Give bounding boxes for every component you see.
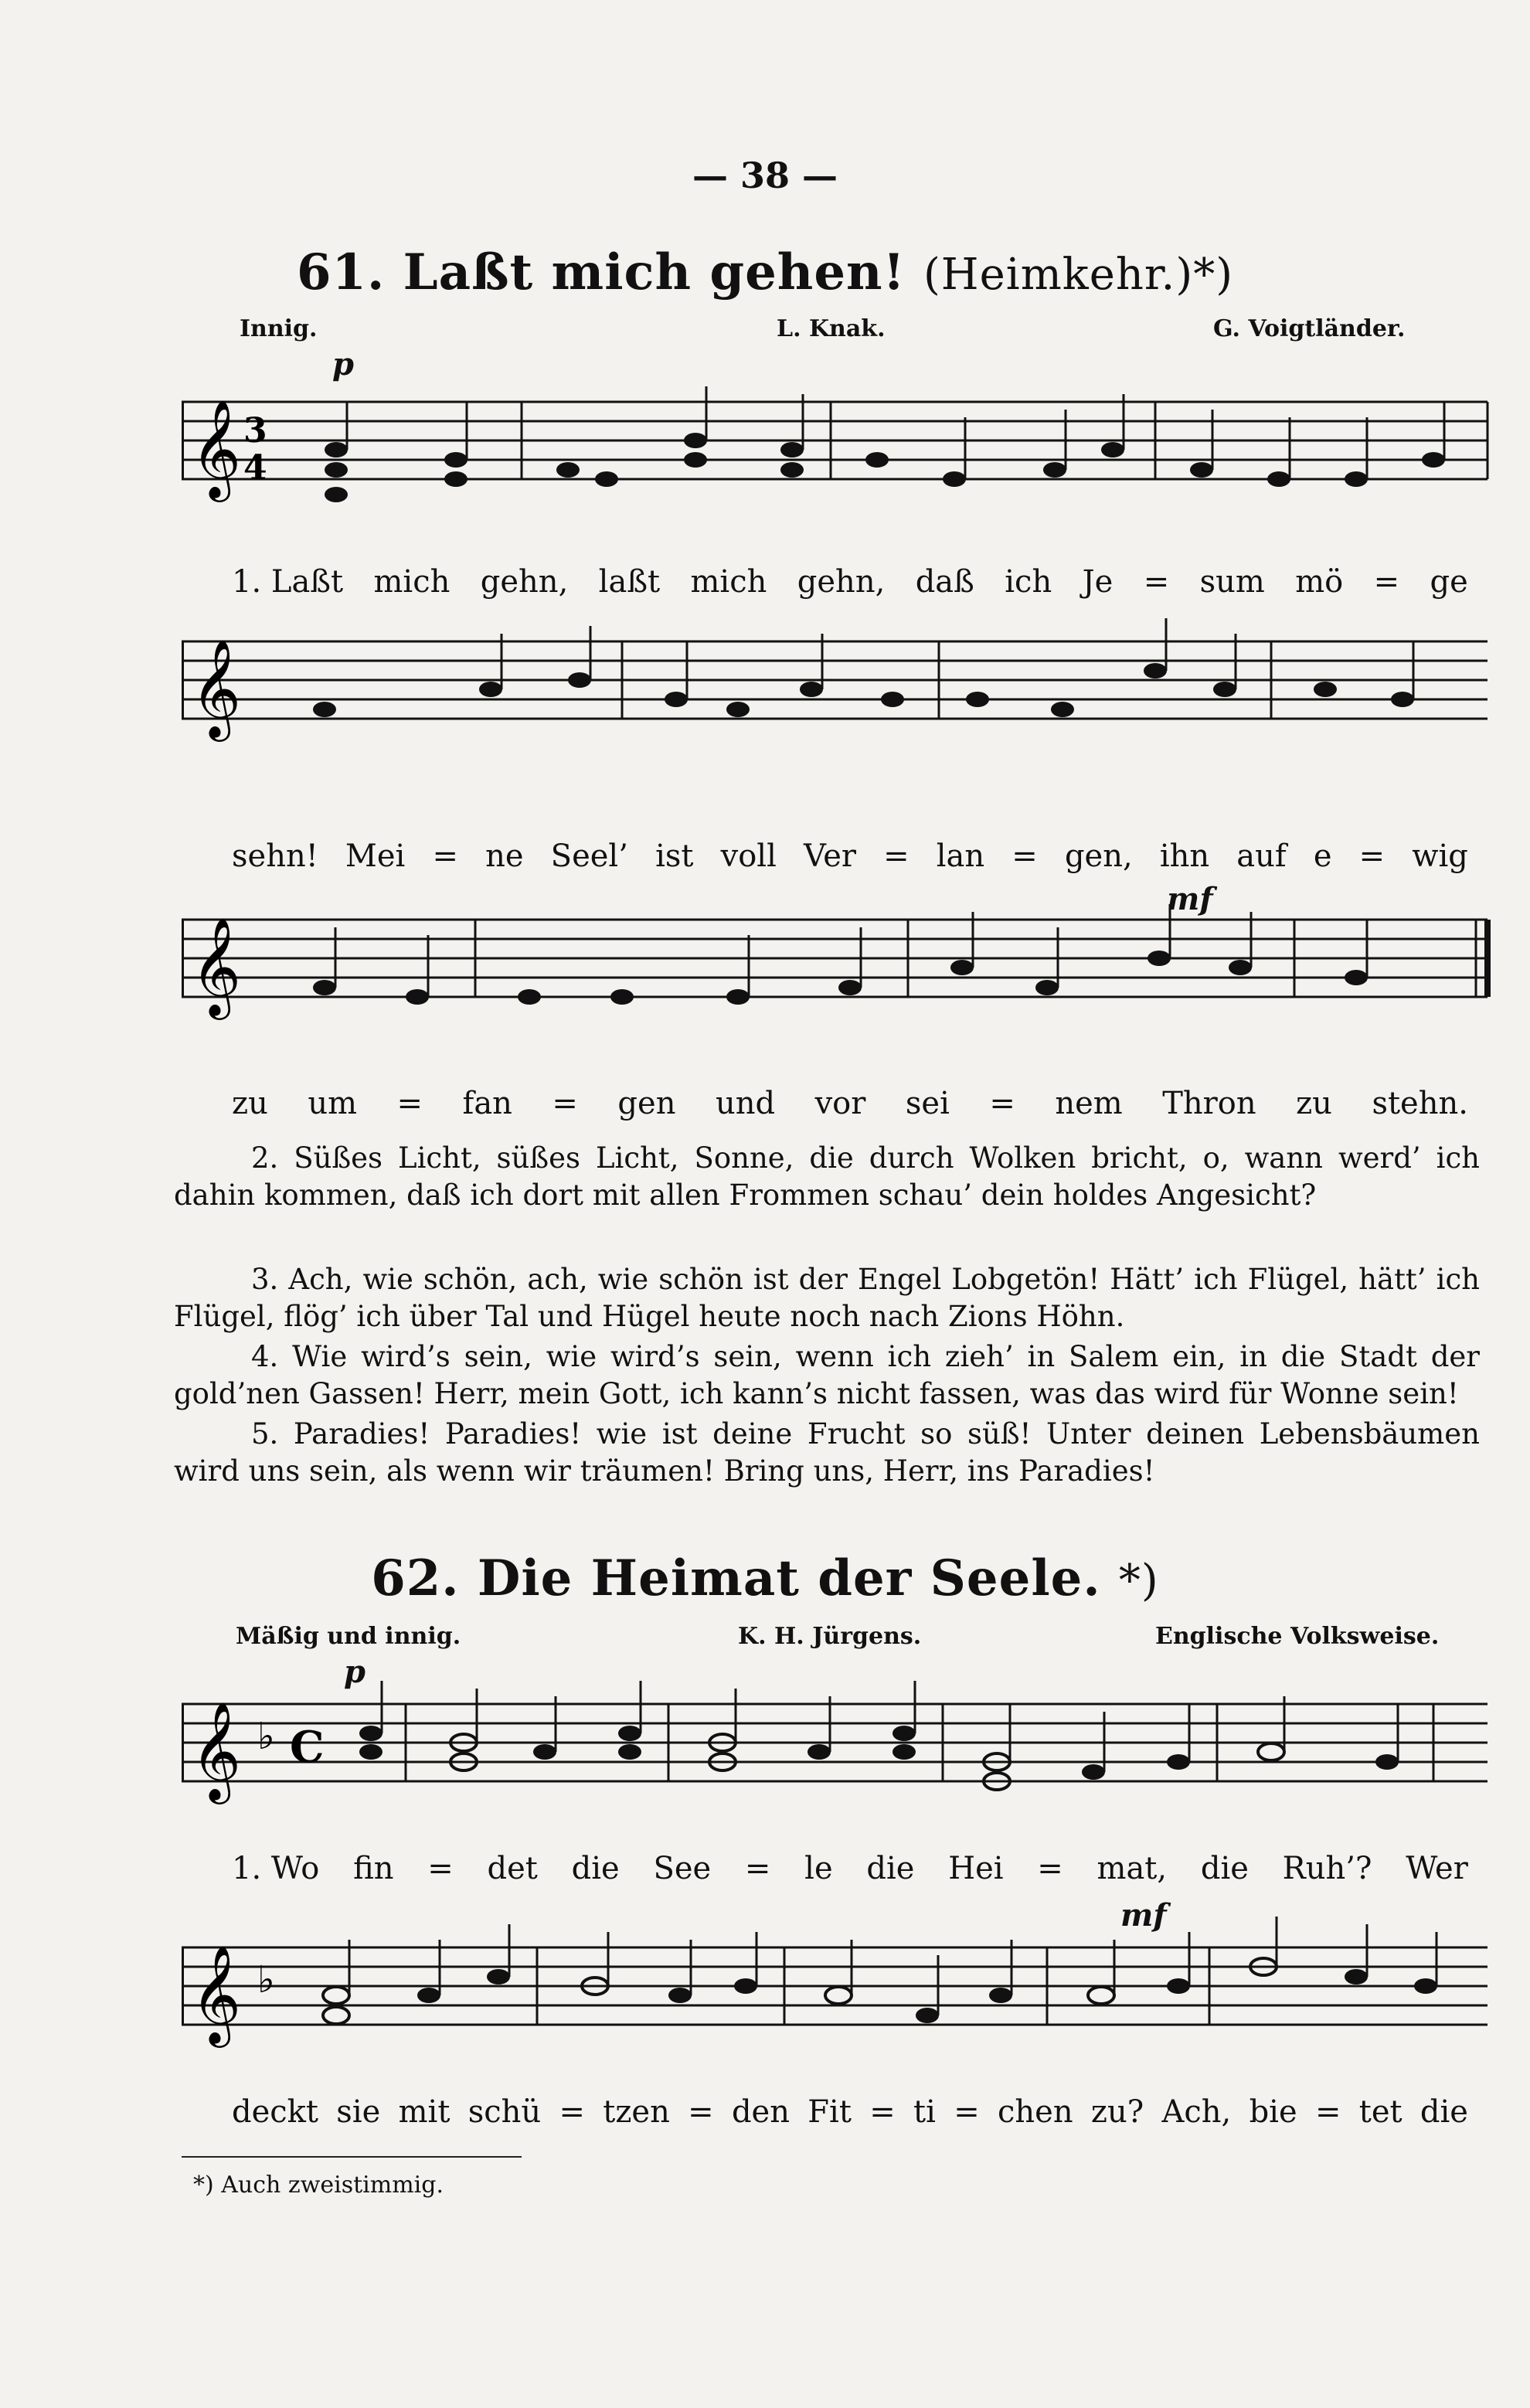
lyric-syllable: = <box>744 1851 771 1886</box>
lyric-syllable: = <box>1358 838 1386 874</box>
lyric-syllable: Ruh’? <box>1282 1851 1372 1886</box>
lyric-syllable: Ver <box>803 838 856 874</box>
verse-text: 2. Süßes Licht, süßes Licht, Sonne, die durch Wolken bricht, o, wann werd’ ich dahin kommen, daß ich dort mit allen Frommen schau’ dein holdes Angesicht? <box>174 1141 1480 1212</box>
treble-clef-icon: 𝄞 <box>191 1944 242 2043</box>
song-62-title <box>0 1549 1530 1607</box>
lyric-syllable: 1. Laßt <box>232 564 344 600</box>
lyric-syllable: ist <box>655 838 694 874</box>
lyric-line <box>232 1086 1468 1121</box>
lyric-syllable: wig <box>1412 838 1468 874</box>
song-subtitle: (Heimkehr.)*) <box>923 250 1234 300</box>
lyric-syllable: die <box>1420 2094 1468 2130</box>
lyric-syllable: e <box>1313 838 1332 874</box>
lyric-syllable: tzen <box>603 2094 670 2130</box>
lyric-syllable: ne <box>485 838 524 874</box>
lyric-syllable: ti <box>913 2094 936 2130</box>
lyric-line <box>232 564 1468 600</box>
lyric-syllable: ge <box>1430 564 1468 600</box>
lyric-syllable: sum <box>1199 564 1265 600</box>
lyric-syllable: sehn! <box>232 838 318 874</box>
lyric-line <box>232 838 1468 874</box>
lyric-syllable: = <box>954 2094 980 2130</box>
tempo-marking: Mäßig und innig. <box>236 1623 461 1650</box>
music-staff <box>182 371 1495 549</box>
dynamic-marking: mf <box>1120 1897 1167 1934</box>
lyric-syllable: = <box>1037 1851 1063 1886</box>
flat-icon: ♭ <box>257 1715 275 1758</box>
lyric-syllable: voll <box>720 838 777 874</box>
lyric-line <box>232 2094 1468 2130</box>
treble-clef-icon: 𝄞 <box>191 638 242 737</box>
song-number: 61. <box>296 243 386 301</box>
footnote-divider <box>182 2156 522 2158</box>
lyric-line <box>232 1851 1468 1886</box>
lyric-syllable: = <box>427 1851 454 1886</box>
lyric-syllable: Mei <box>345 838 406 874</box>
lyricist: L. Knak. <box>777 315 886 342</box>
lyric-syllable: bie <box>1249 2094 1297 2130</box>
lyric-syllable: gen, <box>1064 838 1133 874</box>
lyric-syllable: Hei <box>948 1851 1004 1886</box>
music-staff <box>182 1673 1495 1835</box>
lyric-syllable: ihn <box>1159 838 1210 874</box>
lyric-syllable: und <box>715 1086 776 1121</box>
lyric-syllable: zu <box>232 1086 268 1121</box>
lyric-syllable: die <box>1200 1851 1249 1886</box>
lyric-syllable: auf <box>1236 838 1287 874</box>
lyric-syllable: gehn, <box>480 564 569 600</box>
lyric-syllable: = <box>688 2094 714 2130</box>
treble-clef-icon: 𝄞 <box>191 917 242 1015</box>
song-title-text: Laßt mich gehen! <box>403 243 906 301</box>
song-number: 62. <box>371 1549 460 1607</box>
lyric-syllable: = <box>432 838 458 874</box>
verse-text: 3. Ach, wie schön, ach, wie schön ist der Engel Lobgetön! Hätt’ ich Flügel, hätt’ ich Flügel, flög’ ich über Tal und Hügel heute noch nach Zions Höhn. <box>174 1263 1480 1333</box>
lyric-syllable: mich <box>373 564 450 600</box>
page-number: — 38 — <box>692 155 838 196</box>
lyric-syllable: die <box>866 1851 915 1886</box>
lyric-syllable: die <box>571 1851 620 1886</box>
lyric-syllable: mit <box>398 2094 450 2130</box>
lyric-syllable: tet <box>1358 2094 1402 2130</box>
lyric-syllable: = <box>1012 838 1038 874</box>
dynamic-marking: mf <box>1167 881 1213 917</box>
svg-text:C: C <box>290 1722 325 1773</box>
lyric-syllable: Thron <box>1162 1086 1256 1121</box>
treble-clef-icon: 𝄞 <box>191 399 242 498</box>
lyric-syllable: zu? <box>1090 2094 1144 2130</box>
lyric-syllable: lan <box>936 838 985 874</box>
song-title-text: Die Heimat der Seele. <box>477 1549 1101 1607</box>
lyric-syllable: = <box>989 1086 1015 1121</box>
dynamic-marking: p <box>344 1654 366 1690</box>
lyric-syllable: = <box>869 2094 896 2130</box>
lyric-syllable: = <box>1143 564 1170 600</box>
svg-text:3: 3 <box>243 411 267 451</box>
music-staff <box>182 611 1495 788</box>
lyric-syllable: = <box>396 1086 423 1121</box>
lyric-syllable: Fit <box>808 2094 852 2130</box>
lyricist: K. H. Jürgens. <box>738 1623 922 1650</box>
composer: G. Voigtländer. <box>1213 315 1406 342</box>
lyric-syllable: Seel’ <box>550 838 628 874</box>
lyric-syllable: = <box>1373 564 1400 600</box>
lyric-syllable: vor <box>814 1086 866 1121</box>
tempo-marking: Innig. <box>240 315 318 342</box>
lyric-syllable: um <box>308 1086 358 1121</box>
lyric-syllable: = <box>559 2094 585 2130</box>
composer: Englische Volksweise. <box>1155 1623 1440 1650</box>
lyric-syllable: mö <box>1295 564 1344 600</box>
music-staff <box>182 889 1495 1066</box>
lyric-syllable: nem <box>1055 1086 1123 1121</box>
lyric-syllable: deckt <box>232 2094 318 2130</box>
lyric-syllable: chen <box>998 2094 1073 2130</box>
flat-icon: ♭ <box>257 1958 275 2002</box>
song-61-title <box>0 243 1530 301</box>
lyric-syllable: gehn, <box>797 564 886 600</box>
music-staff <box>182 1917 1495 2079</box>
lyric-syllable: daß <box>915 564 974 600</box>
lyric-syllable: See <box>653 1851 712 1886</box>
verse-text: 4. Wie wird’s sein, wie wird’s sein, wenn ich zieh’ in Salem ein, in die Stadt der gold’nen Gassen! Herr, mein Gott, ich kann’s nicht fassen, was das wird für Wonne sein! <box>174 1340 1480 1410</box>
lyric-syllable: Ach, <box>1161 2094 1232 2130</box>
lyric-syllable: den <box>731 2094 790 2130</box>
lyric-syllable: mat, <box>1096 1851 1168 1886</box>
lyric-syllable: Wer <box>1406 1851 1468 1886</box>
lyric-syllable: Je <box>1082 564 1114 600</box>
lyric-syllable: fan <box>462 1086 512 1121</box>
lyric-syllable: 1. Wo <box>232 1851 320 1886</box>
lyric-syllable: zu <box>1296 1086 1332 1121</box>
lyric-syllable: sei <box>905 1086 950 1121</box>
lyric-syllable: fin <box>353 1851 394 1886</box>
lyric-syllable: sie <box>336 2094 381 2130</box>
song-subtitle: *) <box>1118 1556 1159 1606</box>
dynamic-marking: p <box>332 346 354 383</box>
treble-clef-icon: 𝄞 <box>191 1701 242 1800</box>
verse-text: 5. Paradies! Paradies! wie ist deine Frucht so süß! Unter deinen Lebensbäumen wird uns sein, als wenn wir träumen! Bring uns, Herr, ins Paradies! <box>174 1417 1480 1488</box>
lyric-syllable: schü <box>468 2094 542 2130</box>
lyric-syllable: det <box>487 1851 538 1886</box>
footnote: *) Auch zweistimmig. <box>193 2172 444 2199</box>
lyric-syllable: mich <box>690 564 767 600</box>
svg-text:4: 4 <box>243 448 267 488</box>
lyric-syllable: = <box>1314 2094 1341 2130</box>
lyric-syllable: ich <box>1005 564 1052 600</box>
lyric-syllable: gen <box>617 1086 676 1121</box>
lyric-syllable: laßt <box>598 564 661 600</box>
lyric-syllable: stehn. <box>1372 1086 1468 1121</box>
lyric-syllable: = <box>883 838 910 874</box>
lyric-syllable: le <box>804 1851 833 1886</box>
lyric-syllable: = <box>552 1086 578 1121</box>
